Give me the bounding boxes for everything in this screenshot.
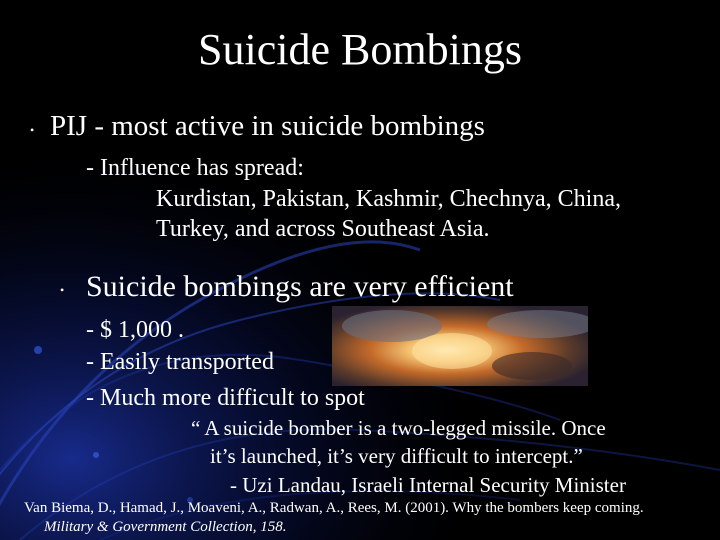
- bullet-icon: •: [30, 123, 35, 137]
- citation-line1: Van Biema, D., Hamad, J., Moaveni, A., Radwan, A., Rees, M. (2001). Why the bombers keep coming.: [24, 500, 644, 516]
- quote-attribution: - Uzi Landau, Israeli Internal Security Minister: [230, 473, 626, 497]
- explosion-image: [332, 306, 588, 386]
- slide-title: Suicide Bombings: [198, 25, 522, 74]
- efficiency-item-spot: - Much more difficult to spot: [86, 385, 365, 411]
- quote-line2: it’s launched, it’s very difficult to intercept.”: [210, 444, 583, 468]
- efficiency-item-cost: - $ 1,000 .: [86, 317, 184, 343]
- citation-line2: [44, 520, 286, 535]
- influence-regions-line2: Turkey, and across Southeast Asia.: [156, 216, 490, 242]
- efficiency-item-transport: - Easily transported: [86, 349, 274, 375]
- quote-line1: “ A suicide bomber is a two-legged missile. Once: [191, 416, 606, 440]
- influence-label: - Influence has spread:: [86, 155, 304, 181]
- bullet-pij-text: PIJ - most active in suicide bombings: [50, 110, 485, 142]
- citation-source: Military & Government Collection, 158.: [44, 519, 287, 535]
- bullet-icon: •: [60, 283, 65, 297]
- influence-regions-line1: Kurdistan, Pakistan, Kashmir, Chechnya, China,: [156, 186, 621, 212]
- bullet-efficient-text: Suicide bombings are very efficient: [86, 270, 514, 303]
